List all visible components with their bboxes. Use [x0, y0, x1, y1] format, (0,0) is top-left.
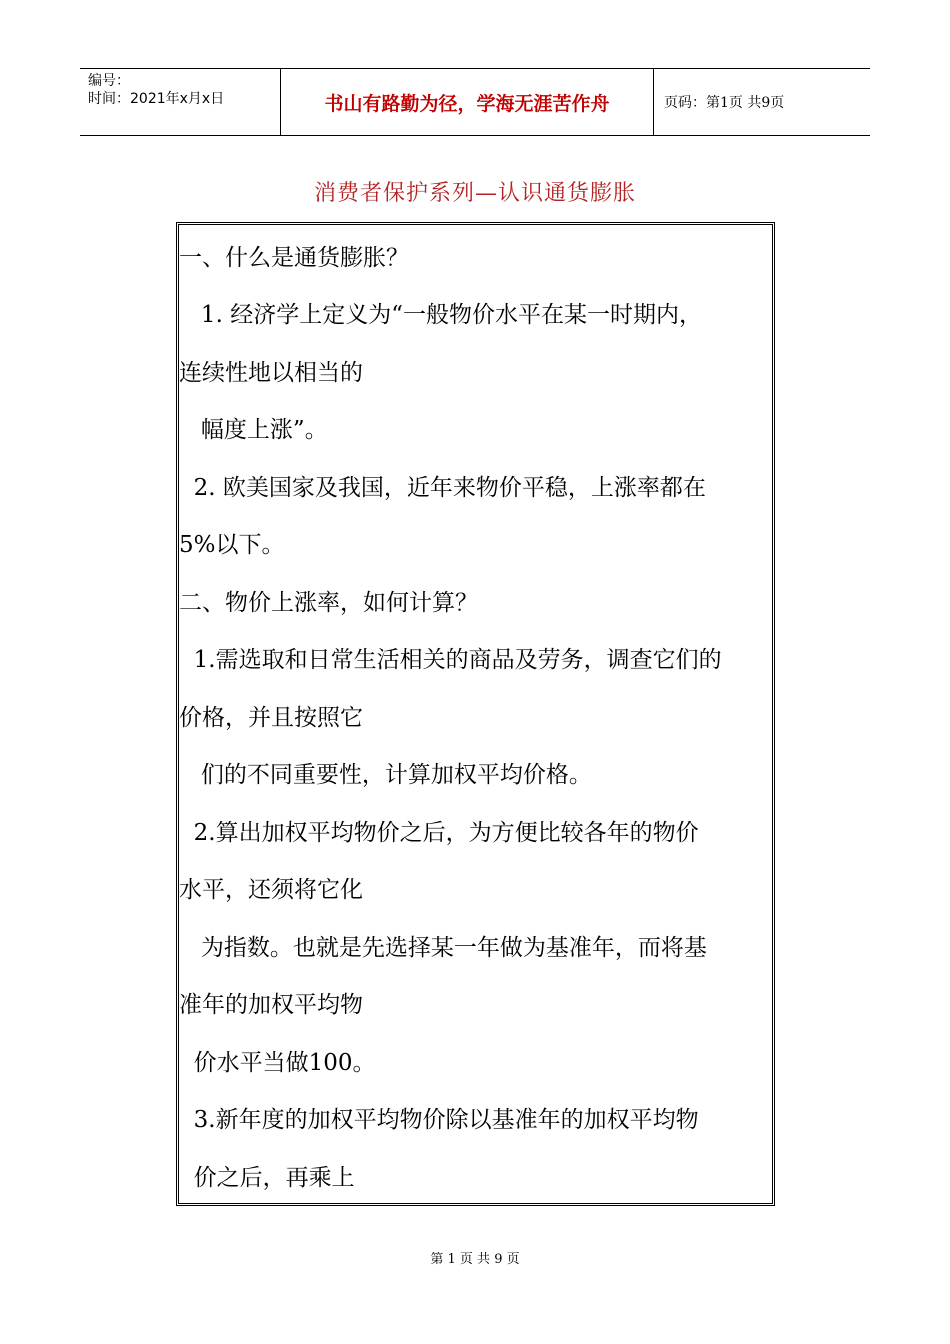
content-line: 们的不同重要性，计算加权平均价格。 — [179, 762, 592, 788]
content-line: 连续性地以相当的 — [179, 360, 363, 386]
content-line: 为指数。也就是先选择某一年做为基准年，而将基 — [179, 935, 707, 961]
page-info-cell — [654, 69, 870, 135]
content-line: 5%以下。 — [179, 532, 285, 558]
content-line: 1. 经济学上定义为“一般物价水平在某一时期内， — [179, 302, 702, 328]
content-line: 价格，并且按照它 — [179, 705, 363, 731]
page-info-text: 页码：第1页 共9页 — [664, 95, 785, 111]
page-header — [80, 68, 870, 136]
page-footer: 第 1 页 共 9 页 — [430, 1252, 520, 1267]
content-line: 幅度上涨”。 — [179, 417, 328, 443]
content-box — [176, 222, 775, 1206]
content-line: 2. 欧美国家及我国，近年来物价平稳，上涨率都在 — [179, 475, 706, 501]
document-title: 消费者保护系列—认识通货膨胀 — [313, 181, 636, 206]
number-label: 编号： — [88, 73, 130, 89]
content-line: 价之后，再乘上 — [179, 1165, 355, 1191]
motto-cell — [281, 69, 654, 135]
content-line: 2.算出加权平均物价之后，为方便比较各年的物价 — [179, 820, 699, 846]
content-line: 1.需选取和日常生活相关的商品及劳务，调查它们的 — [179, 647, 722, 673]
content-line: 二、物价上涨率，如何计算？ — [179, 590, 478, 616]
motto-text: 书山有路勤为径，学海无涯苦作舟 — [324, 92, 610, 115]
date-label: 时间：2021年x月x日 — [88, 91, 225, 107]
content-line: 水平，还须将它化 — [179, 877, 363, 903]
content-line: 3.新年度的加权平均物价除以基准年的加权平均物 — [179, 1107, 699, 1133]
content-line: 价水平当做100。 — [179, 1050, 376, 1076]
header-meta-cell — [80, 69, 281, 135]
content-line: 一、什么是通货膨胀？ — [179, 245, 409, 271]
content-line: 准年的加权平均物 — [179, 992, 363, 1018]
